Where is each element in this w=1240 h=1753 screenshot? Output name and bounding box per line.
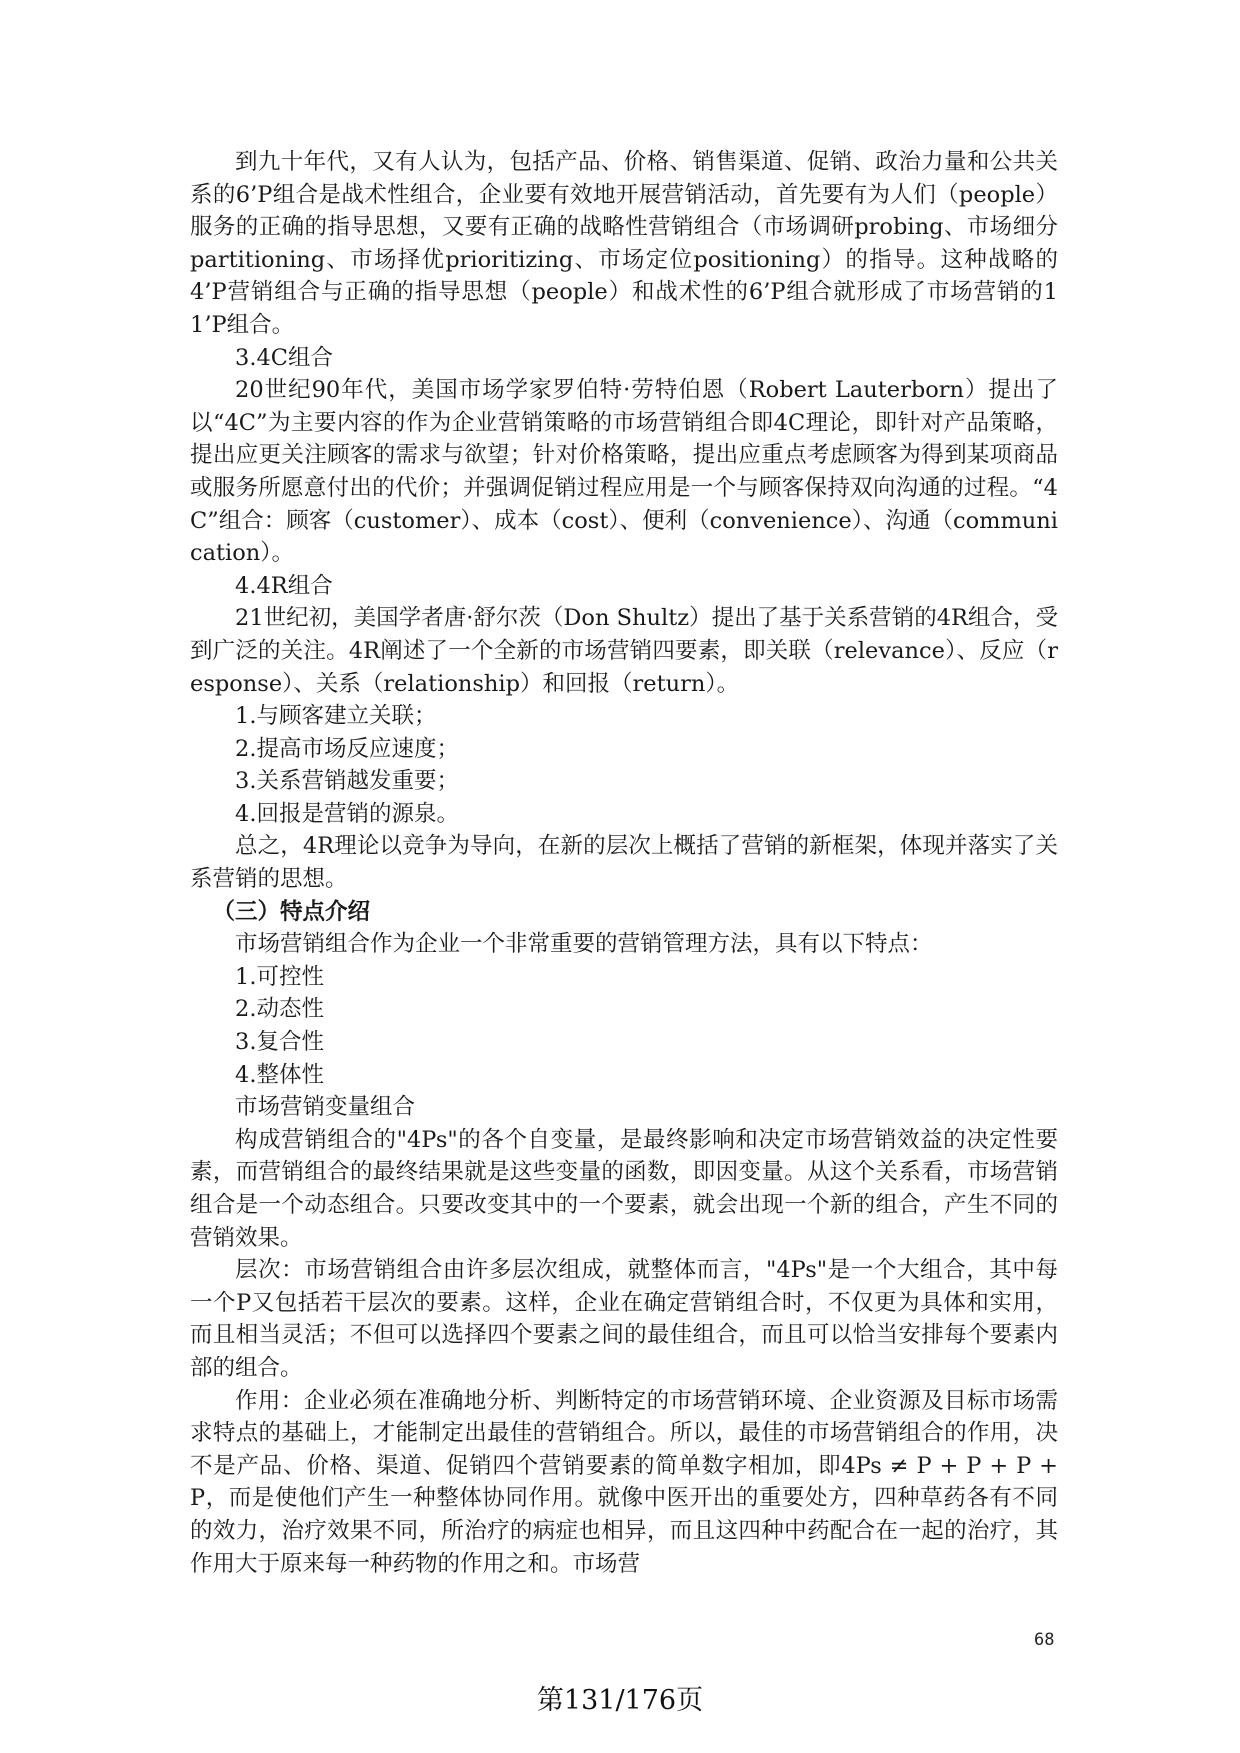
list-item: 3.关系营销越发重要；: [235, 768, 459, 795]
paragraph: 到九十年代，又有人认为，包括产品、价格、销售渠道、促销、政治力量和公共关系的6’P组合是战术性组合，企业要有效地开展营销活动，首先要有为人们（people）服务的正确的指导思想，又要有正确的战略性营销组合（市场调研probing、市场细分partitioning、市场择优prioritizing、市场定位positioning）的指导。这种战略的4’P营销组合与正确的指导思想（people）和战术性的6’P组合就形成了市场营销的11’P组合。: [190, 149, 1058, 338]
page-number: 68: [1034, 1630, 1055, 1650]
paragraph: 层次：市场营销组合由许多层次组成，就整体而言，"4Ps"是一个大组合，其中每一个P又包括若干层次的要素。这样，企业在确定营销组合时，不仅更为具体和实用，而且相当灵活；不但可以选择四个要素之间的最佳组合，而且可以恰当安排每个要素内部的组合。: [190, 1257, 1058, 1381]
list-item: 4.整体性: [235, 1061, 324, 1088]
paragraph: 总之，4R理论以竞争为导向，在新的层次上概括了营销的新框架，体现并落实了关系营销的思想。: [190, 833, 1058, 893]
list-item: 1.与顾客建立关联；: [235, 703, 437, 730]
paragraph: 3.4C组合: [235, 344, 333, 371]
section-heading: （三）特点介绍: [212, 898, 371, 925]
page-footer: 第131/176页: [536, 1685, 704, 1716]
paragraph: 作用：企业必须在准确地分析、判断特定的市场营销环境、企业资源及目标市场需求特点的基础上，才能制定出最佳的营销组合。所以，最佳的市场营销组合的作用，决不是产品、价格、渠道、促销四个营销要素的简单数字相加，即4Ps ≠ P + P + P + P，而是使他们产生一种整体协同作用。就像中医开出的重要处方，四种草药各有不同的效力，治疗效果不同，所治疗的病症也相异，而且这四种中药配合在一起的治疗，其作用大于原来每一种药物的作用之和。市场营: [190, 1387, 1058, 1577]
paragraph: 市场营销变量组合: [235, 1094, 416, 1121]
list-item: 1.可控性: [235, 963, 324, 990]
list-item: 2.动态性: [235, 996, 324, 1023]
document-body: [190, 146, 1058, 1580]
paragraph: 市场营销组合作为企业一个非常重要的营销管理方法，具有以下特点：: [235, 931, 933, 958]
list-item: 2.提高市场反应速度；: [235, 735, 459, 762]
paragraph: 构成营销组合的"4Ps"的各个自变量，是最终影响和决定市场营销效益的决定性要素，而营销组合的最终结果就是这些变量的函数，即因变量。从这个关系看，市场营销组合是一个动态组合。只要改变其中的一个要素，就会出现一个新的组合，产生不同的营销效果。: [190, 1126, 1058, 1251]
paragraph: 4.4R组合: [235, 572, 333, 599]
list-item: 3.复合性: [235, 1029, 324, 1056]
list-item: 4.回报是营销的源泉。: [235, 800, 459, 827]
paragraph: 20世纪90年代，美国市场学家罗伯特·劳特伯恩（Robert Lauterborn）提出了以“4C”为主要内容的作为企业营销策略的市场营销组合即4C理论，即针对产品策略，提出应更关注顾客的需求与欲望；针对价格策略，提出应重点考虑顾客为得到某项商品或服务所愿意付出的代价；并强调促销过程应用是一个与顾客保持双向沟通的过程。“4C”组合：顾客（customer）、成本（cost）、便利（convenience）、沟通（communication）。: [190, 377, 1058, 567]
paragraph: 21世纪初，美国学者唐·舒尔茨（Don Shultz）提出了基于关系营销的4R组合，受到广泛的关注。4R阐述了一个全新的市场营销四要素，即关联（relevance）、反应（response）、关系（relationship）和回报（return）。: [190, 605, 1058, 697]
